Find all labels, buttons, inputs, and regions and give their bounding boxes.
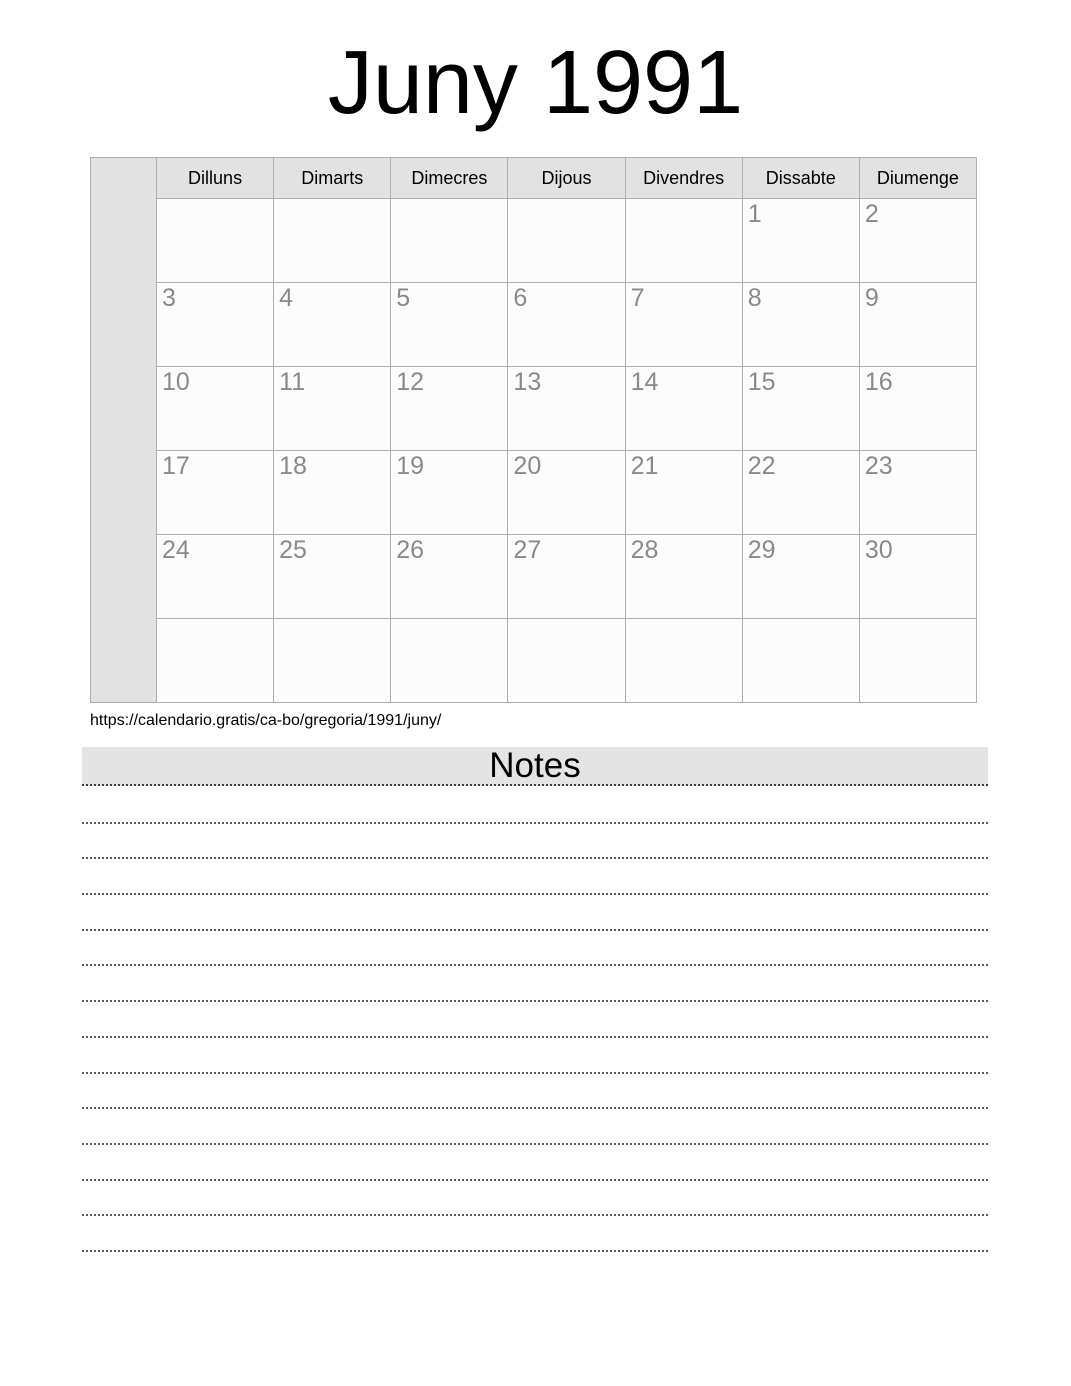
calendar-body <box>91 158 977 703</box>
notes-header <box>82 747 988 786</box>
day-cell: 2 <box>859 199 976 283</box>
weekday-header: Dimecres <box>391 158 508 199</box>
day-cell: 13 <box>508 367 625 451</box>
day-cell <box>157 199 274 283</box>
day-cell: 23 <box>859 451 976 535</box>
day-cell: 14 <box>625 367 742 451</box>
day-cell <box>157 619 274 703</box>
day-cell: 10 <box>157 367 274 451</box>
day-cell: 5 <box>391 283 508 367</box>
day-cell: 9 <box>859 283 976 367</box>
day-cell <box>508 619 625 703</box>
notes-line <box>82 1002 988 1038</box>
notes-line <box>82 1181 988 1217</box>
notes-line <box>82 1145 988 1181</box>
day-cell: 29 <box>742 535 859 619</box>
notes-line <box>82 859 988 895</box>
day-cell: 1 <box>742 199 859 283</box>
day-cell: 19 <box>391 451 508 535</box>
week-row <box>91 283 977 367</box>
day-cell <box>625 619 742 703</box>
day-cell <box>274 619 391 703</box>
notes-line <box>82 1074 988 1110</box>
day-cell: 11 <box>274 367 391 451</box>
day-cell: 8 <box>742 283 859 367</box>
day-cell: 17 <box>157 451 274 535</box>
week-row <box>91 535 977 619</box>
notes-line <box>82 1109 988 1145</box>
day-cell: 12 <box>391 367 508 451</box>
notes-line <box>82 1038 988 1074</box>
notes-line <box>82 788 988 824</box>
day-cell: 30 <box>859 535 976 619</box>
week-row <box>91 199 977 283</box>
day-cell: 26 <box>391 535 508 619</box>
weekday-header-row <box>91 158 977 199</box>
page-title: Juny 1991 <box>327 33 744 133</box>
day-cell <box>391 619 508 703</box>
notes-lines <box>82 788 988 1252</box>
day-cell: 16 <box>859 367 976 451</box>
notes-line <box>82 1216 988 1252</box>
weekday-header: Divendres <box>625 158 742 199</box>
day-cell: 24 <box>157 535 274 619</box>
day-cell <box>274 199 391 283</box>
day-cell: 22 <box>742 451 859 535</box>
day-cell: 21 <box>625 451 742 535</box>
calendar-side-column <box>91 158 157 703</box>
day-cell <box>508 199 625 283</box>
weekday-header: Dissabte <box>742 158 859 199</box>
notes-line <box>82 966 988 1002</box>
day-cell <box>742 619 859 703</box>
calendar-source-url: https://calendario.gratis/ca-bo/gregoria/1991/juny/ <box>90 712 442 729</box>
notes-line <box>82 931 988 967</box>
day-cell: 4 <box>274 283 391 367</box>
notes-title: Notes <box>489 746 581 785</box>
day-cell: 3 <box>157 283 274 367</box>
notes-line <box>82 824 988 860</box>
week-row <box>91 619 977 703</box>
day-cell: 18 <box>274 451 391 535</box>
calendar-table <box>90 157 977 703</box>
day-cell <box>859 619 976 703</box>
week-row <box>91 451 977 535</box>
notes-line <box>82 895 988 931</box>
week-row <box>91 367 977 451</box>
day-cell: 7 <box>625 283 742 367</box>
day-cell: 27 <box>508 535 625 619</box>
day-cell: 25 <box>274 535 391 619</box>
day-cell: 15 <box>742 367 859 451</box>
weekday-header: Dilluns <box>157 158 274 199</box>
day-cell: 28 <box>625 535 742 619</box>
weekday-header: Dimarts <box>274 158 391 199</box>
day-cell <box>625 199 742 283</box>
day-cell: 6 <box>508 283 625 367</box>
day-cell <box>391 199 508 283</box>
weekday-header: Dijous <box>508 158 625 199</box>
weekday-header: Diumenge <box>859 158 976 199</box>
day-cell: 20 <box>508 451 625 535</box>
